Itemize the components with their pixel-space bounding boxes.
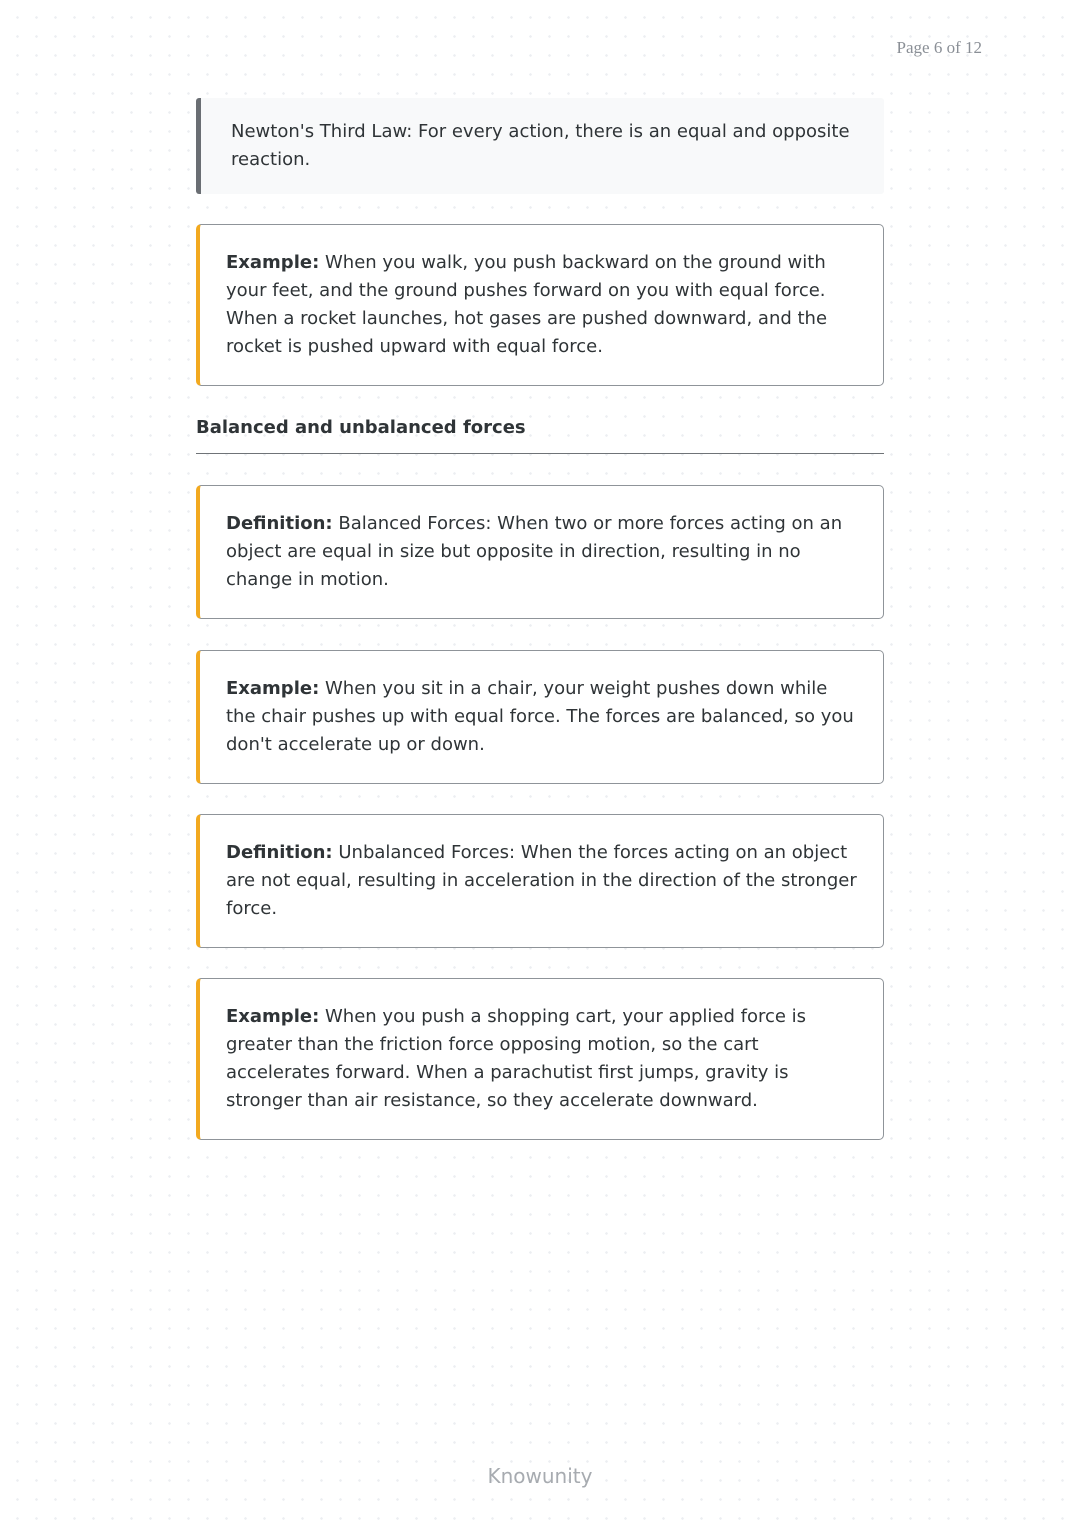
card-label: Definition: [226, 842, 333, 863]
example-card-walking [196, 224, 884, 386]
definition-card-balanced [196, 485, 884, 619]
example-card-chair [196, 650, 884, 784]
newton-third-law-quote [196, 98, 884, 194]
page-indicator: Page 6 of 12 [896, 38, 982, 57]
card-text: When you sit in a chair, your weight pushes down while the chair pushes up with equal force. The forces are balanced, so you don't accelerate up or down. [226, 678, 854, 755]
footer-brand: Knowunity [487, 1464, 593, 1488]
card-label: Definition: [226, 513, 333, 534]
card-text: Balanced Forces: When two or more forces acting on an object are equal in size but opposite in direction, resulting in no change in motion. [226, 513, 843, 590]
definition-card-unbalanced [196, 814, 884, 948]
card-text: When you push a shopping cart, your applied force is greater than the friction force opposing motion, so the cart accelerates forward. When a parachutist first jumps, gravity is stronger than air resistance, so they accelerate downward. [226, 1006, 807, 1111]
quote-text: Newton's Third Law: For every action, there is an equal and opposite reaction. [231, 121, 850, 170]
card-text: When you walk, you push backward on the ground with your feet, and the ground pushes forward on you with equal force. When a rocket launches, hot gases are pushed downward, and the rocket is pushed upward with equal force. [226, 252, 828, 357]
card-label: Example: [226, 252, 320, 273]
card-label: Example: [226, 1006, 320, 1027]
card-label: Example: [226, 678, 320, 699]
example-card-shopping-cart [196, 978, 884, 1140]
card-text: Unbalanced Forces: When the forces acting on an object are not equal, resulting in acceleration in the direction of the stronger force. [226, 842, 857, 919]
section-heading: Balanced and unbalanced forces [196, 417, 884, 454]
